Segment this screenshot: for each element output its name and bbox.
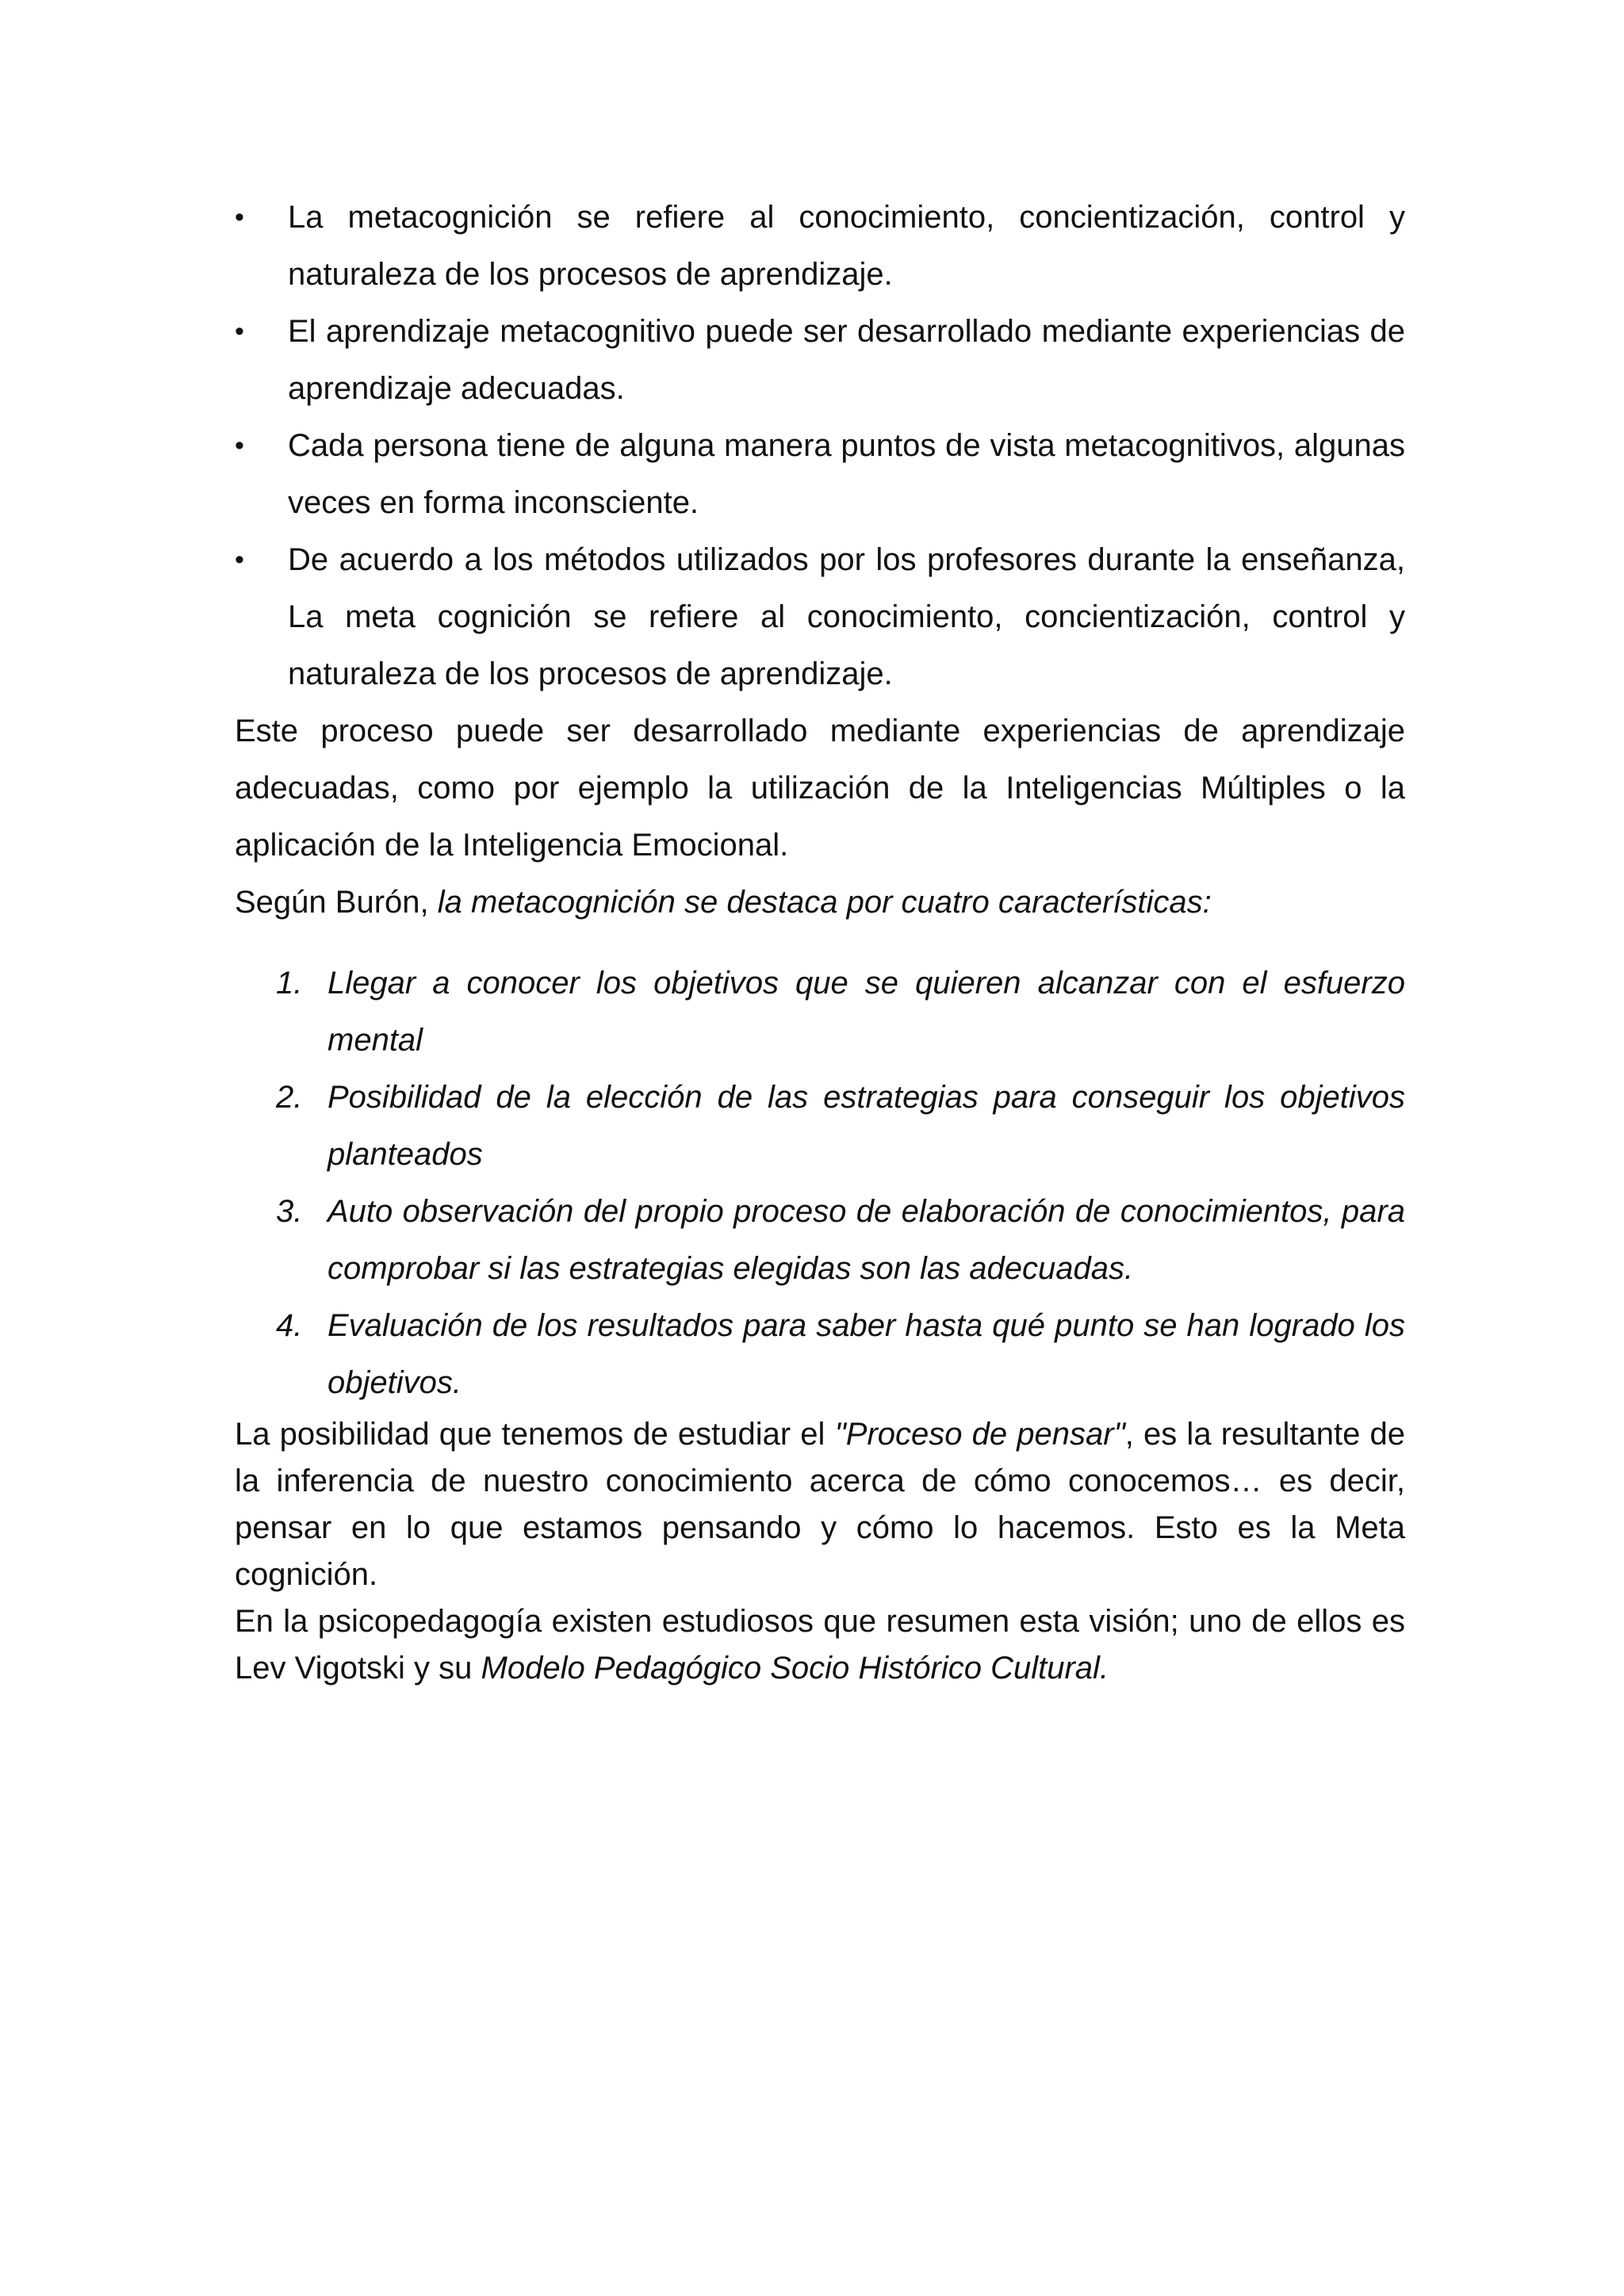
paragraph <box>235 702 1405 874</box>
bullet-icon: • <box>235 430 244 461</box>
bullet-text: El aprendizaje metacognitivo puede ser desarrollado mediante experiencias de aprendizaje adecuadas. <box>288 314 1405 406</box>
list-item-text: Llegar a conocer los objetivos que se quieren alcanzar con el esfuerzo mental <box>327 966 1405 1058</box>
list-number: 2. <box>276 1080 303 1115</box>
list-item-text: Auto observación del propio proceso de elaboración de conocimientos, para comprobar si las estrategias elegidas son las adecuadas. <box>327 1194 1405 1286</box>
bullet-icon: • <box>235 316 244 346</box>
paragraph-text: Este proceso puede ser desarrollado mediante experiencias de aprendizaje adecuadas, como por ejemplo la utilización de la Inteligencias Múltiples o la aplicación de la Inteligencia Emocional. <box>235 714 1405 863</box>
bullet-list <box>235 189 1405 702</box>
paragraph-emphasis: "Proceso de pensar" <box>834 1417 1125 1452</box>
paragraph <box>235 874 1405 931</box>
list-item <box>235 417 1405 531</box>
list-item <box>235 531 1405 702</box>
paragraph <box>235 1598 1405 1692</box>
list-item <box>235 303 1405 417</box>
list-number: 4. <box>276 1308 303 1343</box>
list-item-text: Evaluación de los resultados para saber hasta qué punto se han logrado los objetivos. <box>327 1308 1405 1400</box>
paragraph-text: La posibilidad que tenemos de estudiar el <box>235 1417 835 1452</box>
list-item <box>235 1069 1405 1183</box>
paragraph-emphasis: Modelo Pedagógico Socio Histórico Cultural. <box>481 1651 1109 1686</box>
paragraph <box>235 1411 1405 1598</box>
numbered-list <box>235 955 1405 1411</box>
list-item <box>235 189 1405 303</box>
list-number: 3. <box>276 1194 303 1229</box>
bullet-icon: • <box>235 202 244 232</box>
paragraph-lead: Según Burón, <box>235 885 438 920</box>
bullet-text: Cada persona tiene de alguna manera puntos de vista metacognitivos, algunas veces en forma inconsciente. <box>288 428 1405 520</box>
bullet-icon: • <box>235 545 244 575</box>
list-item <box>235 1183 1405 1297</box>
bullet-text: La metacognición se refiere al conocimiento, concientización, control y naturaleza de los procesos de aprendizaje. <box>288 200 1405 292</box>
document-body <box>235 189 1405 1692</box>
list-item <box>235 955 1405 1069</box>
list-item <box>235 1297 1405 1411</box>
bullet-text: De acuerdo a los métodos utilizados por los profesores durante la enseñanza, La meta cognición se refiere al conocimiento, concientización, control y naturaleza de los procesos de aprendizaje. <box>288 542 1405 691</box>
paragraph-emphasis: la metacognición se destaca por cuatro características: <box>437 885 1212 920</box>
list-number: 1. <box>276 966 303 1001</box>
paragraph-text: En la psicopedagogía existen estudiosos que resumen esta visión; uno de ellos es Lev Vigotski y su <box>235 1604 1405 1686</box>
list-item-text: Posibilidad de la elección de las estrategias para conseguir los objetivos planteados <box>327 1080 1405 1172</box>
paragraph-text: , es la resultante de la inferencia de nuestro conocimiento acerca de cómo conocemos… es decir, pensar en lo que estamos pensando y cómo lo hacemos. Esto es la Meta cognición. <box>235 1417 1405 1592</box>
